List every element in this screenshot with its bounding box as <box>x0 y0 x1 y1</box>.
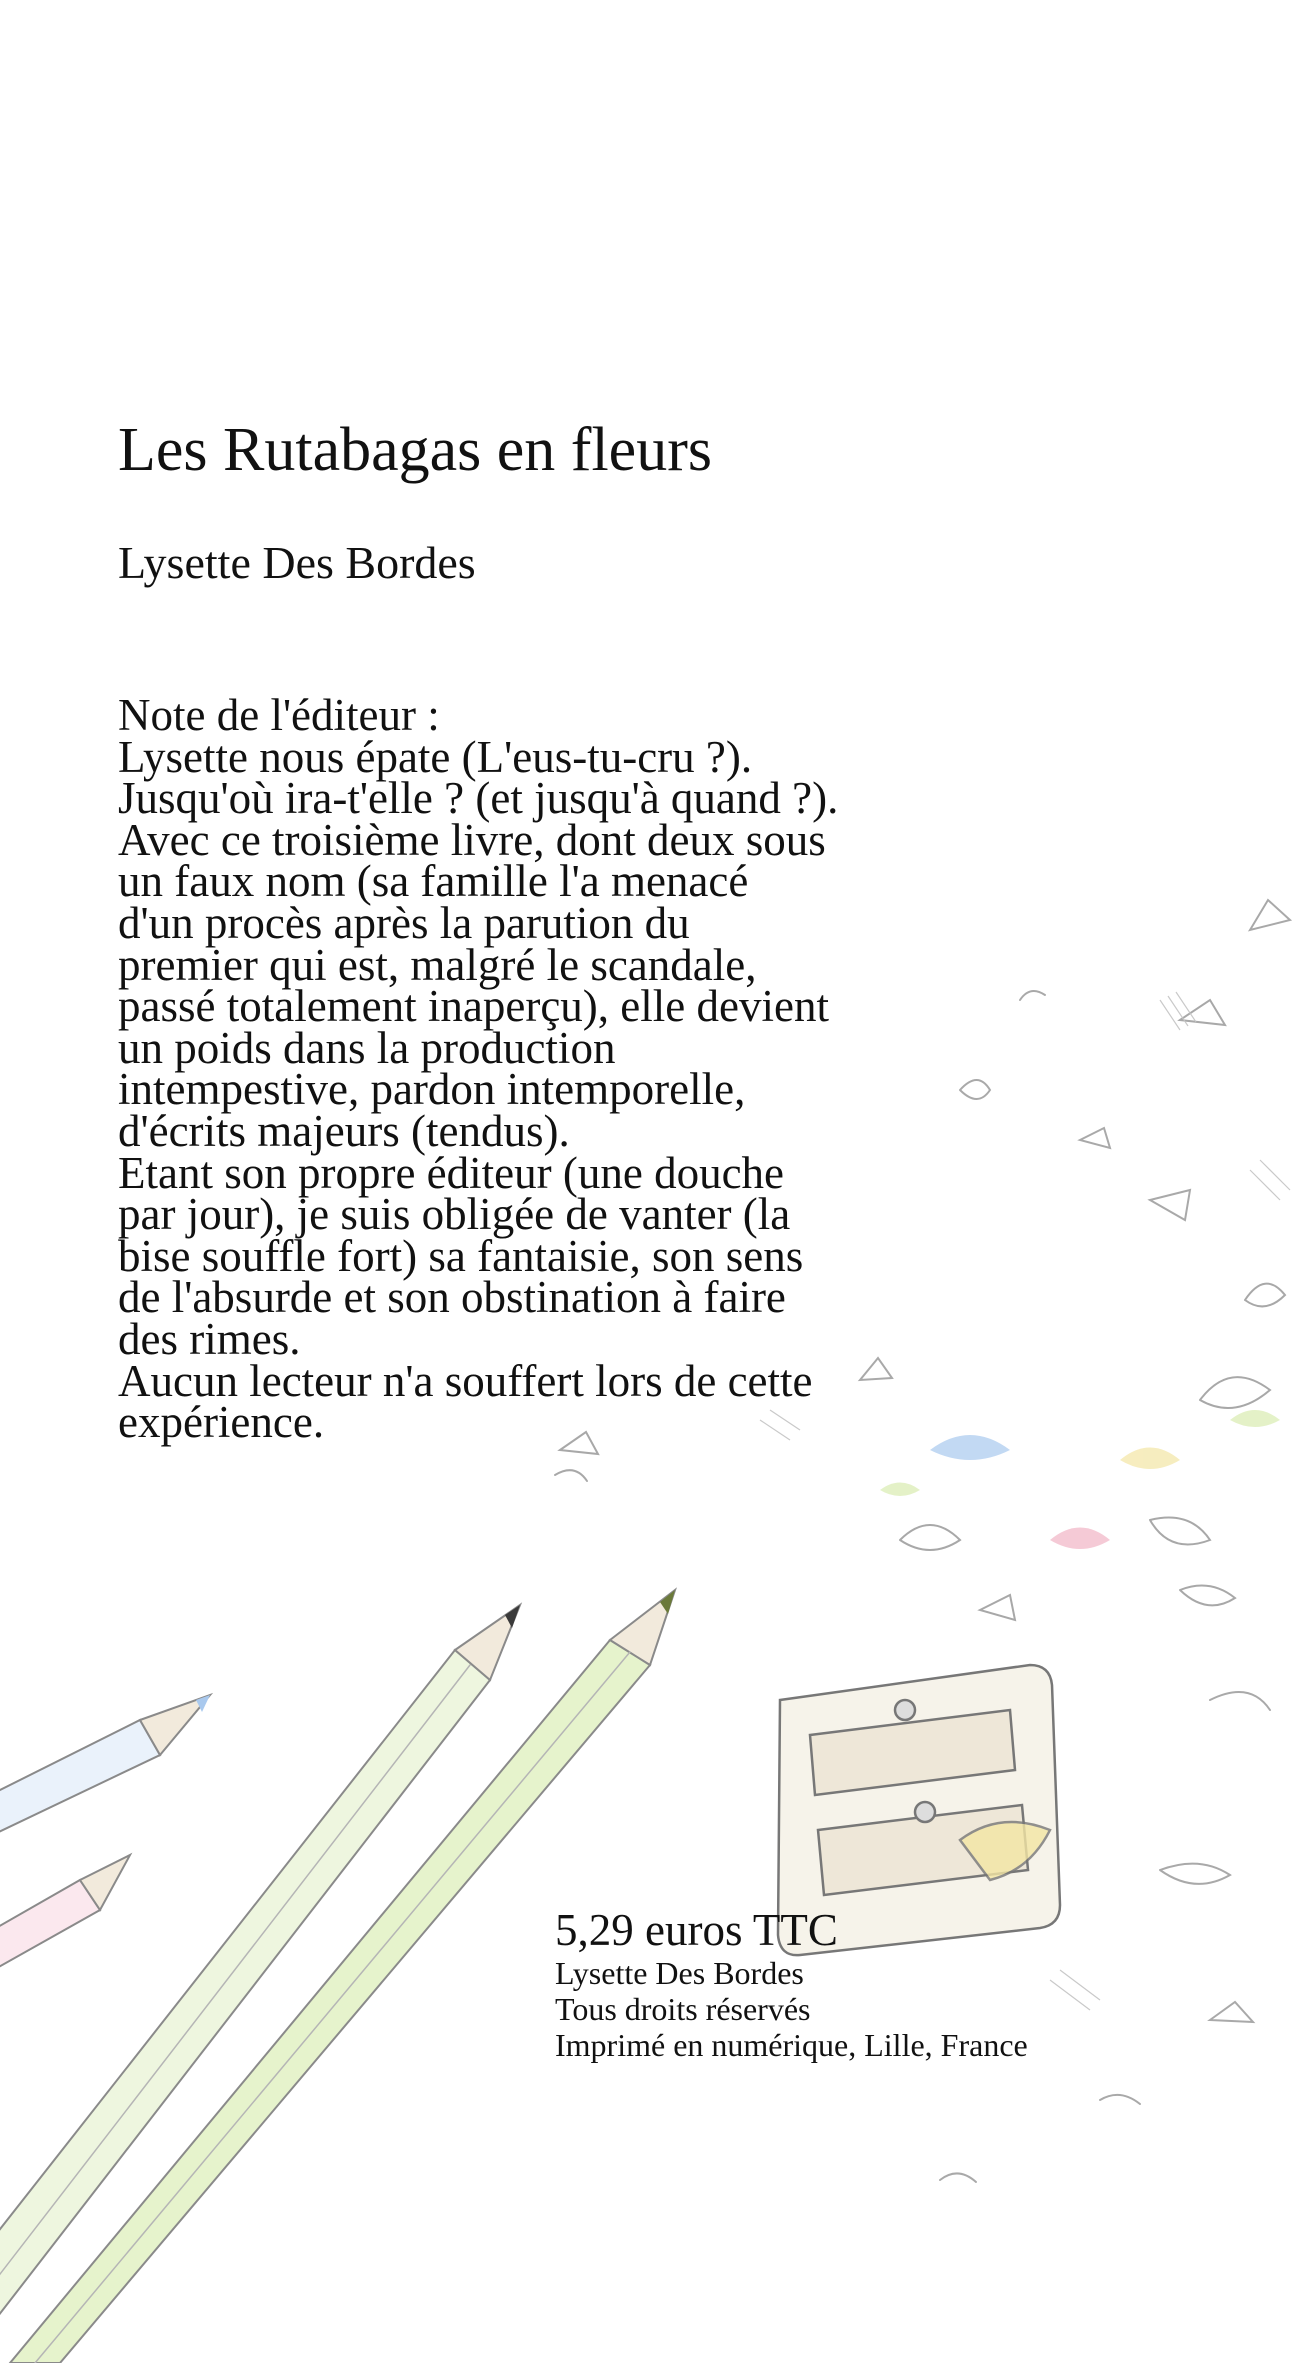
book-author: Lysette Des Bordes <box>118 537 476 588</box>
editor-note-line: un poids dans la production <box>118 1022 616 1073</box>
pencil-shaving <box>1100 2095 1140 2104</box>
editor-note-line: Jusqu'où ira-t'elle ? (et jusqu'à quand ?). <box>118 773 839 824</box>
pencil-shaving-yellow <box>1120 1448 1180 1470</box>
pencil-shaving <box>1210 2002 1253 2022</box>
editor-note-line: passé totalement inaperçu), elle devient <box>118 981 829 1032</box>
editor-note-line: Lysette nous épate (L'eus-tu-cru ?). <box>118 731 753 782</box>
pencil-shaving <box>1150 1190 1190 1220</box>
editor-note-line: d'écrits majeurs (tendus). <box>118 1105 570 1156</box>
pencil-shaving <box>1160 1864 1230 1884</box>
pencil-shaving <box>1250 900 1290 930</box>
price: 5,29 euros TTC <box>555 1905 838 1955</box>
editor-note-line: un faux nom (sa famille l'a menacé <box>118 856 749 907</box>
editor-note-line: expérience. <box>118 1397 325 1448</box>
editor-note <box>118 690 978 1448</box>
pencil-shaving <box>1150 1518 1210 1545</box>
pencil-shaving <box>900 1525 960 1550</box>
editor-note-line: Avec ce troisième livre, dont deux sous <box>118 814 826 865</box>
print-location: Imprimé en numérique, Lille, France <box>555 2027 1028 2063</box>
pencil-shaving <box>1210 1692 1270 1710</box>
editor-note-line: intempestive, pardon intemporelle, <box>118 1064 746 1115</box>
rights-notice: Tous droits réservés <box>555 1991 811 2027</box>
pencil-shaving-green <box>880 1483 920 1497</box>
editor-note-line: par jour), je suis obligée de vanter (la <box>118 1189 791 1240</box>
editor-note-line: des rimes. <box>118 1313 301 1364</box>
book-title: Les Rutabagas en fleurs <box>118 416 712 484</box>
editor-note-line: Etant son propre éditeur (une douche <box>118 1147 785 1198</box>
pencil-shaving <box>980 1595 1015 1620</box>
pencil-body <box>0 1720 160 1860</box>
pencil-body <box>0 1650 490 2320</box>
editor-note-line: premier qui est, malgré le scandale, <box>118 939 757 990</box>
pencil-shaving-pink <box>1050 1528 1110 1550</box>
pencil-shaving <box>1200 1377 1270 1408</box>
pencil-shaving <box>1020 991 1045 1000</box>
pencil-shaving <box>555 1470 587 1481</box>
pencil-shaving <box>1180 1586 1235 1606</box>
editor-note-line: d'un procès après la parution du <box>118 897 690 948</box>
colophon-author: Lysette Des Bordes <box>555 1955 804 1991</box>
pencil-shaving <box>940 2173 976 2182</box>
editor-note-line: Aucun lecteur n'a souffert lors de cette <box>118 1355 813 1406</box>
editor-note-line: bise souffle fort) sa fantaisie, son sens <box>118 1230 804 1281</box>
pencil-shaving-green <box>1230 1410 1280 1427</box>
editor-note-line: de l'absurde et son obstination à faire <box>118 1272 786 1323</box>
colophon <box>555 1905 1028 2063</box>
pencil-shaving <box>1080 1128 1110 1148</box>
pencil-shaving <box>1180 1000 1225 1025</box>
pencil-body <box>0 1880 100 2000</box>
editor-note-line: Note de l'éditeur : <box>118 690 440 740</box>
pencil-shaving <box>1245 1284 1285 1307</box>
